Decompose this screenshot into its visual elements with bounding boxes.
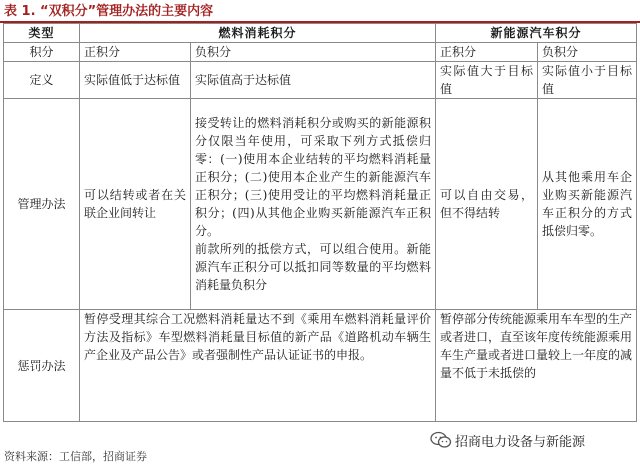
nev-credit-header: 新能源汽车积分: [436, 24, 637, 43]
fuel-positive-header: 正积分: [80, 43, 191, 62]
nev-negative-header: 负积分: [538, 43, 637, 62]
management-fuel-negative-para-2: 前款所列的抵偿方式，可以组合使用。新能源汽车正积分可以抵扣同等数量的平均燃料消耗量负积分: [195, 242, 432, 292]
table-row-penalty: [4, 310, 637, 422]
row-label-penalty: 惩罚办法: [4, 310, 80, 422]
definition-nev-positive: 实际值大于目标值: [436, 62, 538, 99]
fuel-negative-header: 负积分: [191, 43, 436, 62]
wechat-watermark: [427, 429, 588, 451]
source-note: 资料来源：工信部，招商证券: [4, 450, 147, 463]
nev-positive-header: 正积分: [436, 43, 538, 62]
definition-fuel-positive: 实际值低于达标值: [80, 62, 191, 99]
penalty-fuel: 暂停受理其综合工况燃料消耗量达不到《乘用车燃料消耗量评价方法及指标》车型燃料消耗量目标值的新产品《道路机动车辆生产企业及产品公告》或者强制性产品认证证书的申报。: [80, 310, 436, 422]
management-fuel-positive: 可以结转或者在关联企业间转让: [80, 99, 191, 310]
management-fuel-negative-para-1: 接受转让的燃料消耗积分或购买的新能源积分仅限当年使用，可采取下列方式抵偿归零：(一)使用本企业结转的平均燃料消耗量正积分；(二)使用本企业产生的新能源汽车正积分；(三)使用受让的平均燃料消耗量正积分；(四)从其他企业购买新能源汽车正积分。: [195, 116, 432, 238]
definition-fuel-negative: 实际值高于达标值: [191, 62, 436, 99]
header-row-2: [4, 43, 637, 62]
watermark-text: 招商电力设备与新能源: [455, 434, 586, 450]
management-nev-negative: 从其他乘用车企业购买新能源汽车正积分的方式抵偿归零。: [538, 99, 637, 310]
table-title: 表 1. “双积分”管理办法的主要内容: [4, 4, 214, 19]
credit-header: 积分: [4, 43, 80, 62]
management-nev-positive: 可以自由交易，但不得结转: [436, 99, 538, 310]
fuel-credit-header: 燃料消耗积分: [80, 24, 436, 43]
management-fuel-negative: [191, 99, 436, 310]
row-label-definition: 定义: [4, 62, 80, 99]
penalty-nev: 暂停部分传统能源乘用车车型的生产或者进口，直至该年度传统能源乘用车生产量或者进口量较上一年度的减量不低于未抵偿的: [436, 310, 637, 422]
type-header: 类型: [4, 24, 80, 43]
wechat-icon: [430, 431, 452, 449]
table-row-management: [4, 99, 637, 310]
table-row-definition: [4, 62, 637, 99]
definition-nev-negative: 实际值小于目标值: [538, 62, 637, 99]
header-row-1: [4, 24, 637, 43]
credit-policy-table: [3, 23, 637, 422]
row-label-management: 管理办法: [4, 99, 80, 310]
